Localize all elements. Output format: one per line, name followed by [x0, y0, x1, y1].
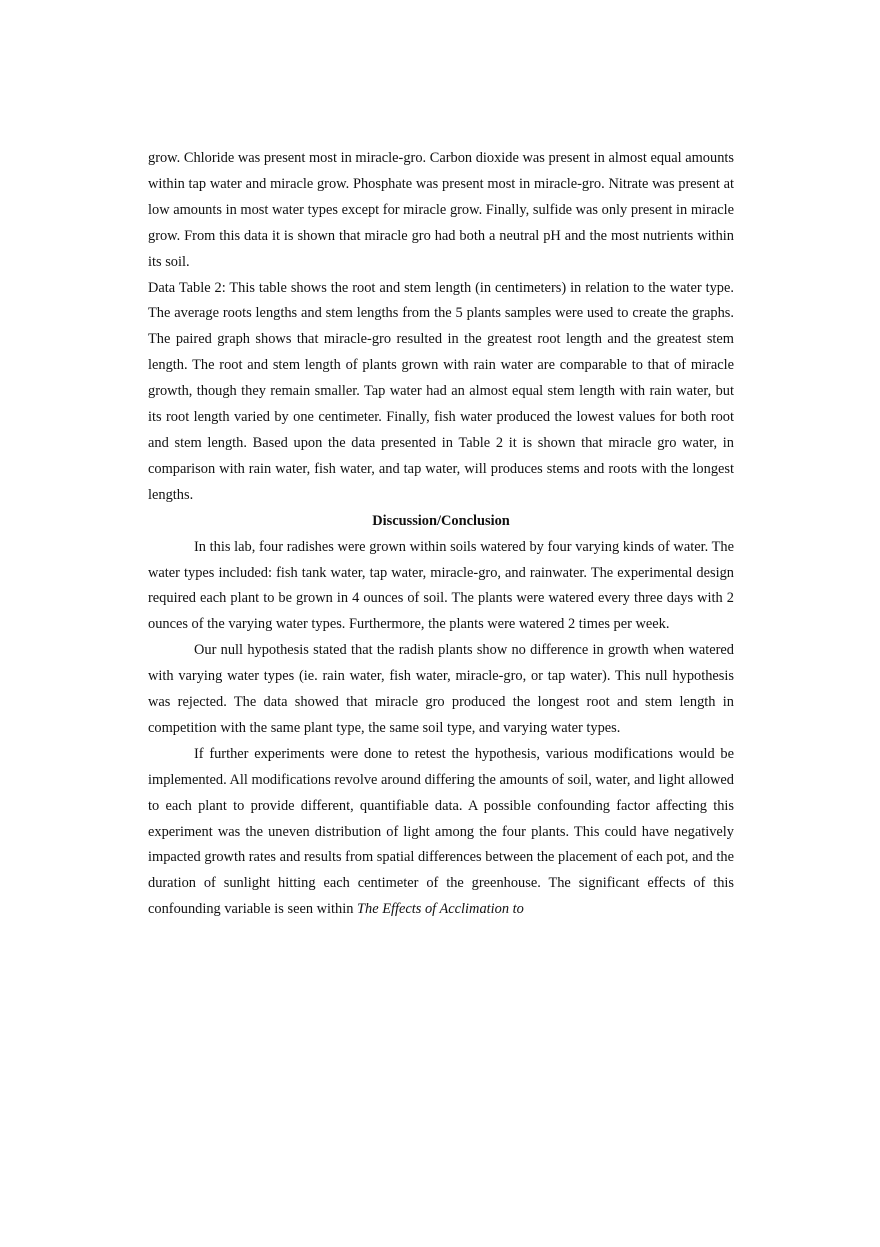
section-heading-discussion: Discussion/Conclusion: [372, 512, 510, 529]
document-page: [148, 146, 734, 923]
paragraph-further-text: If further experiments were done to retest the hypothesis, various modifications would be implemented. All modifications revolve around differing the amounts of soil, water, and light allowed to each plant to provide different, quantifiable data. A possible confounding factor affecting this experiment was the uneven distribution of light among the four plants. This could have negatively impacted growth rates and results from spatial differences between the placement of each pot, and the duration of sunlight hitting each centimeter of the greenhouse. The significant effects of this confounding variable is seen within: [148, 745, 734, 918]
paragraph-nutrients: grow. Chloride was present most in miracle-gro. Carbon dioxide was present in almost equal amounts within tap water and miracle grow. Phosphate was present most in miracle-gro. Nitrate was present at low amounts in most water types except for miracle grow. Finally, sulfide was only present in miracle grow. From this data it is shown that miracle gro had both a neutral pH and the most nutrients within its soil.: [148, 150, 734, 270]
citation-title-italic: The Effects of Acclimation to: [357, 901, 524, 918]
paragraph-data-table-2: Data Table 2: This table shows the root and stem length (in centimeters) in relation to the water type. The average roots lengths and stem lengths from the 5 plants samples were used to create the graphs. The paired graph shows that miracle-gro resulted in the greatest root length and the greatest stem length. The root and stem length of plants grown with rain water are comparable to that of miracle growth, though they remain smaller. Tap water had an almost equal stem length with rain water, but its root length varied by one centimeter. Finally, fish water produced the lowest values for both root and stem length. Based upon the data presented in Table 2 it is shown that miracle gro water, in comparison with rain water, fish water, and tap water, will produces stems and roots with the longest lengths.: [148, 279, 734, 503]
paragraph-further-experiments: [148, 742, 734, 923]
paragraph-lab-description: In this lab, four radishes were grown within soils watered by four varying kinds of water. The water types included: fish tank water, tap water, miracle-gro, and rainwater. The experimental design required each plant to be grown in 4 ounces of soil. The plants were watered every three days with 2 ounces of the varying water types. Furthermore, the plants were watered 2 times per week.: [148, 538, 734, 633]
paragraph-null-hypothesis: Our null hypothesis stated that the radish plants show no difference in growth when watered with varying water types (ie. rain water, fish water, miracle-gro, or tap water). This null hypothesis was rejected. The data showed that miracle gro produced the longest root and stem length in competition with the same plant type, the same soil type, and varying water types.: [148, 642, 734, 736]
